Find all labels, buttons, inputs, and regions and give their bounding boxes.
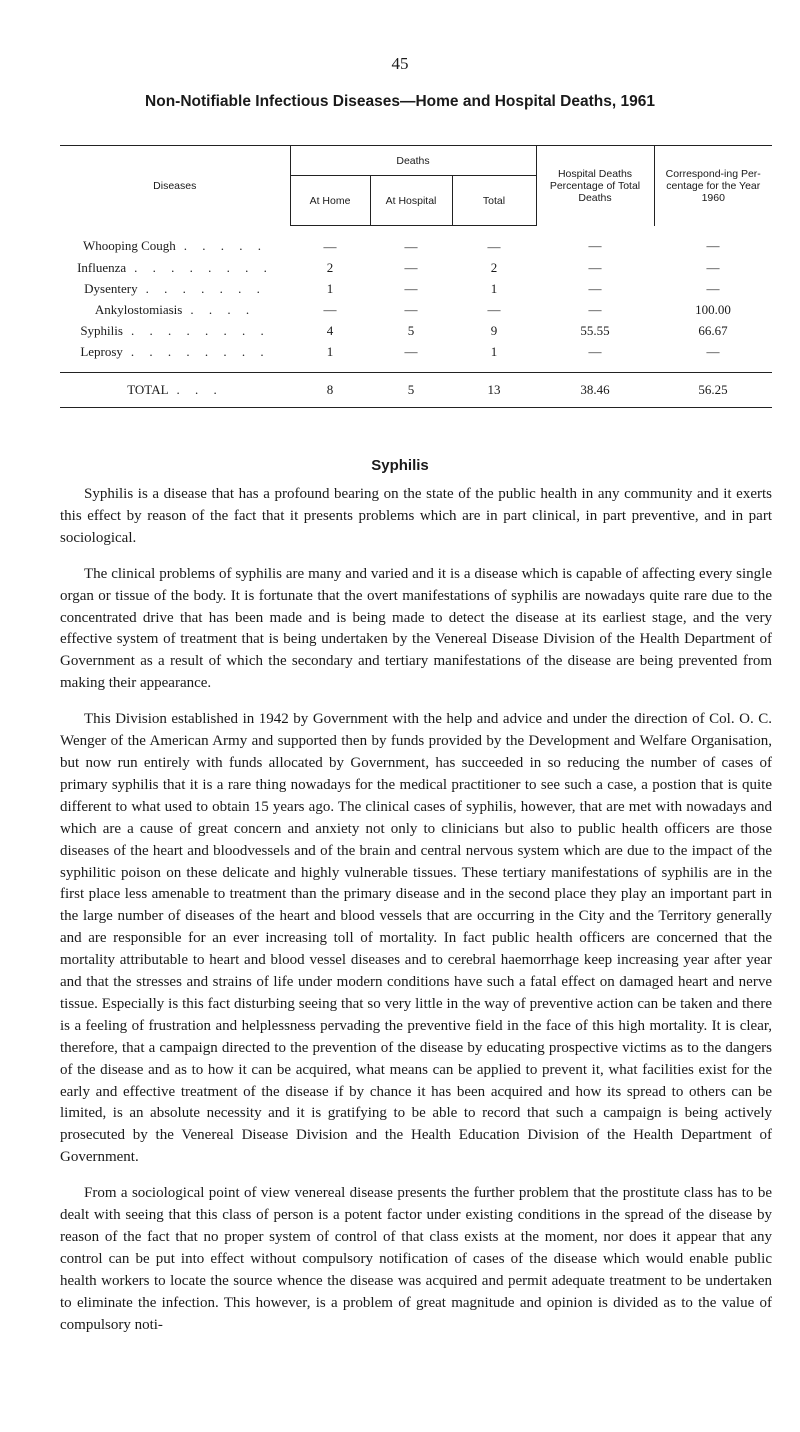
table-row: Whooping Cough . . . . . — — — — — [60,226,772,258]
table-row: Ankylostomiasis . . . . — — — — 100.00 [60,299,772,320]
cell-total: 1 [490,280,498,296]
cell-percentage-1960: — [706,343,720,359]
cell-at-home: 2 [326,259,334,275]
header-at-home: At Home [290,176,370,226]
cell-hospital-percentage: — [588,280,602,296]
paragraph: The clinical problems of syphilis are many and varied and it is a disease which is capable of affecting every single organ or tissue of the body. It is fortunate that the overt manifestations of syphilis are nowadays quite rare due to the concentrated drive that has been made and is being made to detect the disease at its earliest stage, and the very effective system of treatment that is being undertaken by the Venereal Disease Division of the Health Department of Government as a result of which the secondary and tertiary manifestations of the disease are being prevented from making their appearance. [60,565,772,692]
table-row: Influenza . . . . . . . . 2 — 2 — — [60,257,772,278]
table-row: Syphilis . . . . . . . . 4 5 9 55.55 66.67 [60,320,772,341]
cell-hospital-percentage: — [588,238,602,254]
cell-percentage-1960: — [706,280,720,296]
cell-total: 2 [490,259,498,275]
disease-name: Dysentery [84,280,138,296]
table-row: Dysentery . . . . . . . 1 — 1 — — [60,278,772,299]
header-deaths: Deaths [290,146,536,176]
cell-hospital-percentage: — [588,343,602,359]
cell-at-home: 1 [326,280,334,296]
cell-at-hospital: — [404,280,418,296]
cell-total: — [487,238,501,254]
cell-percentage-1960: — [706,238,720,254]
header-diseases: Diseases [60,146,290,226]
total-label: TOTAL [127,382,169,397]
cell-percentage-1960: 100.00 [695,301,731,317]
header-total: Total [452,176,536,226]
deaths-table [60,145,772,408]
cell-total: 9 [490,322,498,338]
cell-total: 1 [490,343,498,359]
table-row: Leprosy . . . . . . . . 1 — 1 — — [60,341,772,373]
header-corresponding-percentage: Correspond-ing Per-centage for the Year 1960 [654,146,772,226]
cell-hospital-percentage: — [588,259,602,275]
table-title: Non-Notifiable Infectious Diseases—Home and Hospital Deaths, 1961 [145,93,655,110]
total-at-home: 8 [290,373,370,408]
cell-at-hospital: — [404,259,418,275]
cell-at-hospital: — [404,238,418,254]
disease-name: Ankylostomiasis [94,301,183,317]
cell-percentage-1960: 66.67 [698,322,728,338]
body-text [60,484,772,1351]
cell-at-hospital: 5 [407,322,415,338]
total-hospital-percentage: 38.46 [536,373,654,408]
cell-at-home: 4 [326,322,334,338]
paragraph: From a sociological point of view venereal disease presents the further problem that the prostitute class has to be dealt with seeing that this class of person is a potent factor under existing conditions in the spread of the disease by reason of the fact that no proper system of control of that class exists at the moment, nor does it appear that any control can be put into effect without compulsory notification of cases of the disease which would enable public health workers to locate the source whence the disease was acquired and permit adequate treatment to be undertaken to eliminate the infection. This however, is a problem of great magnitude and opinion is divided as to the value of compulsory noti- [60,1185,772,1333]
cell-hospital-percentage: 55.55 [580,322,610,338]
cell-at-hospital: — [404,301,418,317]
cell-at-home: — [323,301,337,317]
page-number: 45 [391,54,409,73]
disease-name: Syphilis [80,322,123,338]
total-percentage-1960: 56.25 [654,373,772,408]
cell-at-home: — [323,238,337,254]
cell-at-home: 1 [326,343,334,359]
total-at-hospital: 5 [370,373,452,408]
cell-percentage-1960: — [706,259,720,275]
section-heading: Syphilis [371,457,429,474]
disease-name: Influenza [77,259,127,275]
header-hospital-percentage: Hospital Deaths Percentage of Total Deaths [536,146,654,226]
disease-name: Leprosy [80,343,123,359]
cell-hospital-percentage: — [588,301,602,317]
disease-name: Whooping Cough [82,238,176,254]
cell-total: — [487,301,501,317]
total-row: TOTAL . . . 8 5 13 38.46 56.25 [60,373,772,408]
paragraph: This Division established in 1942 by Government with the help and advice and under the direction of Col. O. C. Wenger of the American Army and supported then by funds provided by the Development and Welfare Organisation, but now run entirely with funds allocated by Government, has succeeded in so reducing the number of cases of primary syphilis that it is a rare thing nowadays for the medical practitioner to see such a case, a postion that is quite different to what used to obtain 15 years ago. The clinical cases of syphilis, however, that are met with nowadays and which are a cause of great concern and anxiety not only to clinicians but also to public health officers are those diseases of the heart and bloodvessels and of the brain and central nervous system which are due to the impact of the syphilitic poison on these delicate and highly vulnerable tissues. These tertiary manifestations of syphilis are in the first place less amenable to treatment than the primary disease and in the second place they play an important part in the large number of diseases of the heart and blood vessels that are occurring in the City and the Territory generally and are responsible for an ever increasing toll of mortality. In fact public health officers are concerned that the mortality attributable to heart and blood vessel diseases and to cerebral haemorrhage keep increasing year after year and that the stresses and strains of life under modern conditions have such a fatal effect on damaged heart and nerve tissue. Especially is this fact disturbing seeing that so very little in the way of preventive action can be taken and there is a feeling of frustration and helplessness pervading the preventive field in the face of this high mortality. It is clear, therefore, that a campaign directed to the prevention of the disease by educating prospective victims as to the dangers of the disease and as to how it can be acquired, what means can be applied to prevent it, what facilities exist for the early and effective treatment of the disease if by chance it has been acquired and how its spread to others can be limited, is an absolute necessity and it is gratifying to be able to record that such a campaign is being actively prosecuted by the Venereal Disease Division and the Health Education Division of the Health Department of Government. [60,711,772,1166]
cell-at-hospital: — [404,343,418,359]
paragraph: Syphilis is a disease that has a profound bearing on the state of the public health in any community and it exerts this effect by reason of the fact that it presents problems which are in part clinical, in part preventive, and in part sociological. [60,486,772,546]
total-total: 13 [452,373,536,408]
header-at-hospital: At Hospital [370,176,452,226]
